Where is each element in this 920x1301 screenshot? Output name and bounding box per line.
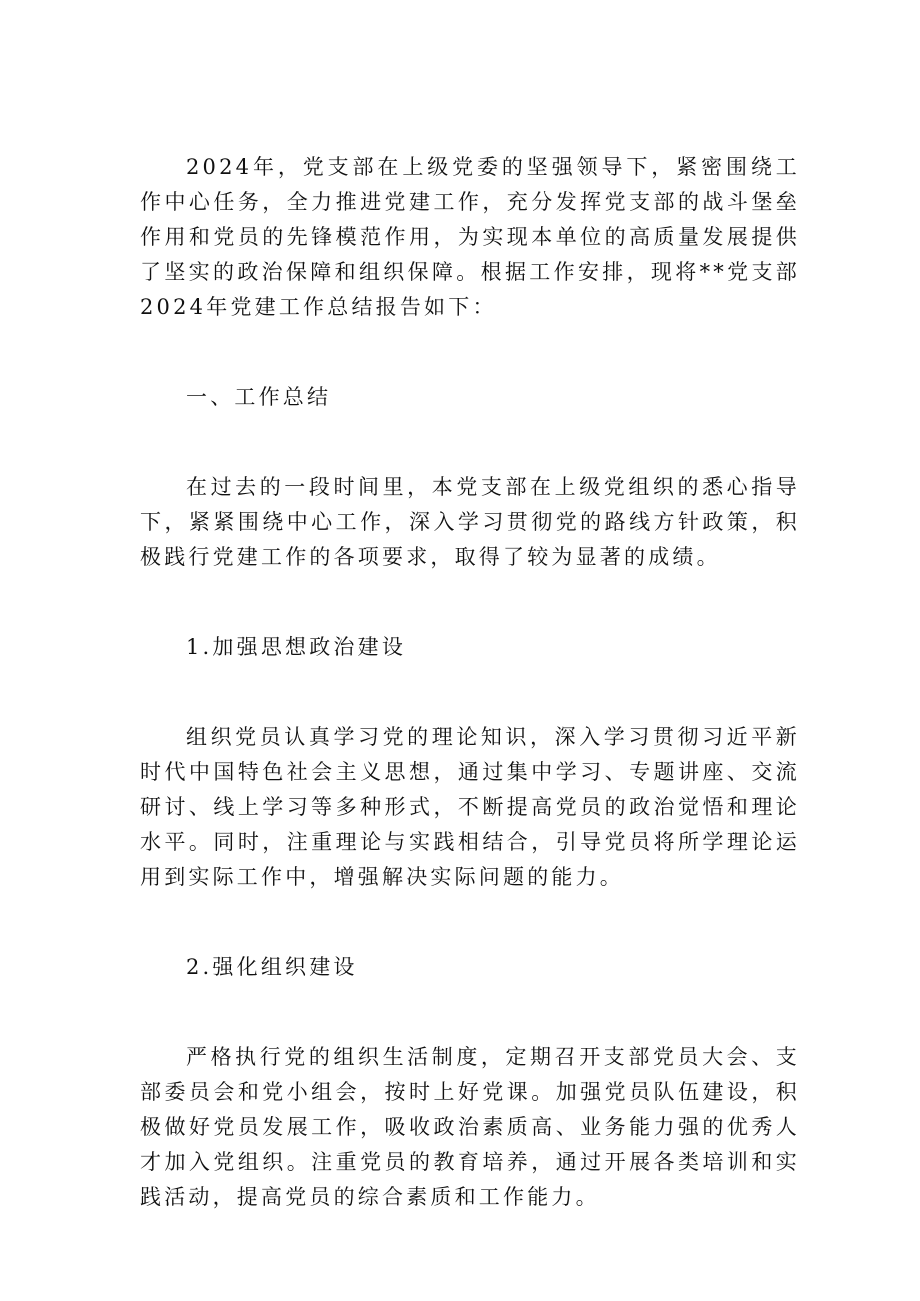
spacer — [140, 895, 800, 950]
document-body — [140, 150, 800, 1215]
spacer — [140, 415, 800, 470]
subheading-ideological-building: 1.加强思想政治建设 — [186, 635, 407, 659]
spacer — [140, 325, 800, 380]
section-summary-paragraph: 在过去的一段时间里，本党支部在上级党组织的悉心指导下，紧紧围绕中心工作，深入学习贯彻党的路线方针政策，积极践行党建工作的各项要求，取得了较为显著的成绩。 — [140, 475, 800, 569]
intro-paragraph: 2024年，党支部在上级党委的坚强领导下，紧密围绕工作中心任务，全力推进党建工作，充分发挥党支部的战斗堡垒作用和党员的先锋模范作用，为实现本单位的高质量发展提供了坚实的政治保障和组织保障。根据工作安排，现将**党支部2024年党建工作总结报告如下： — [140, 155, 800, 319]
spacer — [140, 985, 800, 1040]
ideological-building-paragraph: 组织党员认真学习党的理论知识，深入学习贯彻习近平新时代中国特色社会主义思想，通过集中学习、专题讲座、交流研讨、线上学习等多种形式，不断提高党员的政治觉悟和理论水平。同时，注重理论与实践相结合，引导党员将所学理论运用到实际工作中，增强解决实际问题的能力。 — [140, 725, 800, 889]
spacer — [140, 575, 800, 630]
organization-building-paragraph: 严格执行党的组织生活制度，定期召开支部党员大会、支部委员会和党小组会，按时上好党课。加强党员队伍建设，积极做好党员发展工作，吸收政治素质高、业务能力强的优秀人才加入党组织。注重党员的教育培养，通过开展各类培训和实践活动，提高党员的综合素质和工作能力。 — [140, 1045, 800, 1209]
subheading-organization-building: 2.强化组织建设 — [186, 955, 358, 979]
section-heading-work-summary: 一、工作总结 — [186, 385, 332, 409]
spacer — [140, 665, 800, 720]
